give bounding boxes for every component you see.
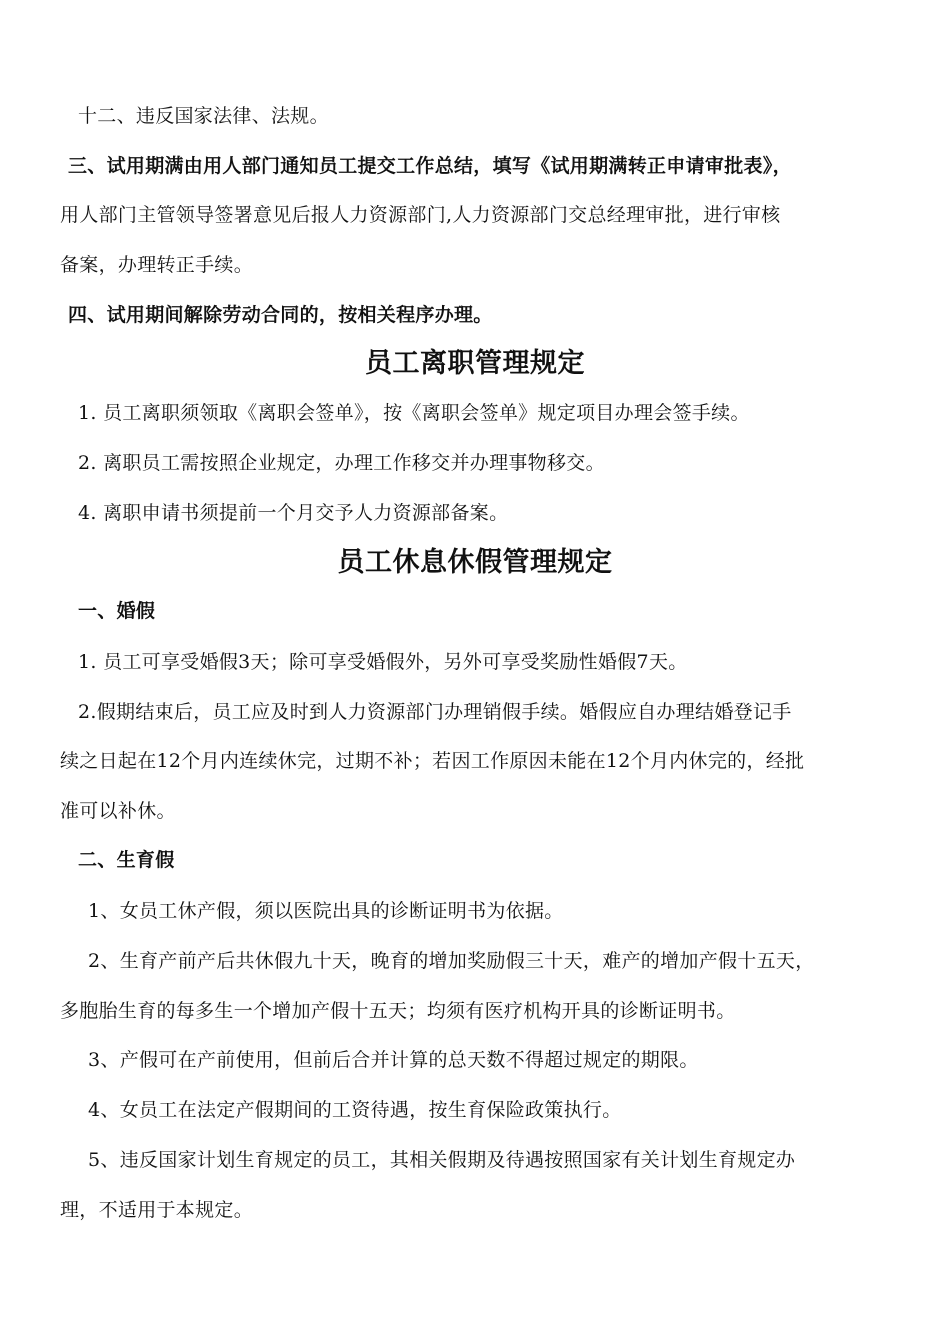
marriage-item-2-line-1: 2.假期结束后，员工应及时到人力资源部门办理销假手续。婚假应自办理结婚登记手 (78, 701, 792, 723)
maternity-item-2-line-2: 多胞胎生育的每多生一个增加产假十五天；均须有医疗机构开具的诊断证明书。 (60, 1000, 736, 1022)
resignation-item-1: 1. 员工离职须领取《离职会签单》，按《离职会签单》规定项目办理会签手续。 (78, 402, 750, 424)
leave-title: 员工休息休假管理规定 (337, 547, 613, 578)
maternity-leave-heading: 二、生育假 (78, 849, 175, 871)
resignation-item-4: 4. 离职申请书须提前一个月交予人力资源部备案。 (78, 502, 509, 524)
probation-item-4: 四、试用期间解除劳动合同的，按相关程序办理。 (68, 304, 493, 326)
probation-item-3-line-3: 备案，办理转正手续。 (60, 254, 254, 276)
maternity-item-5-line-1: 5、违反国家计划生育规定的员工，其相关假期及待遇按照国家有关计划生育规定办 (88, 1149, 796, 1171)
probation-item-12: 十二、违反国家法律、法规。 (78, 105, 329, 127)
marriage-leave-heading: 一、婚假 (78, 600, 156, 622)
maternity-item-5-line-2: 理，不适用于本规定。 (60, 1199, 254, 1221)
probation-item-3-line-1: 三、试用期满由用人部门通知员工提交工作总结，填写《试用期满转正申请审批表》， (68, 155, 792, 177)
marriage-item-2-line-3: 准可以补休。 (60, 800, 176, 822)
marriage-item-2-line-2: 续之日起在12个月内连续休完，过期不补；若因工作原因未能在12个月内休完的，经批 (60, 750, 805, 772)
probation-item-3-line-2: 用人部门主管领导签署意见后报人力资源部门,人力资源部门交总经理审批，进行审核 (60, 204, 781, 226)
maternity-item-3: 3、产假可在产前使用，但前后合并计算的总天数不得超过规定的期限。 (88, 1049, 699, 1071)
resignation-title: 员工离职管理规定 (365, 348, 585, 379)
maternity-item-2-line-1: 2、生育产前产后共休假九十天，晚育的增加奖励假三十天，难产的增加产假十五天， (88, 950, 815, 972)
maternity-item-1: 1、女员工休产假，须以医院出具的诊断证明书为依据。 (88, 900, 564, 922)
maternity-item-4: 4、女员工在法定产假期间的工资待遇，按生育保险政策执行。 (88, 1099, 622, 1121)
marriage-item-1: 1. 员工可享受婚假3天；除可享受婚假外，另外可享受奖励性婚假7天。 (78, 651, 688, 673)
resignation-item-2: 2. 离职员工需按照企业规定，办理工作移交并办理事物移交。 (78, 452, 605, 474)
